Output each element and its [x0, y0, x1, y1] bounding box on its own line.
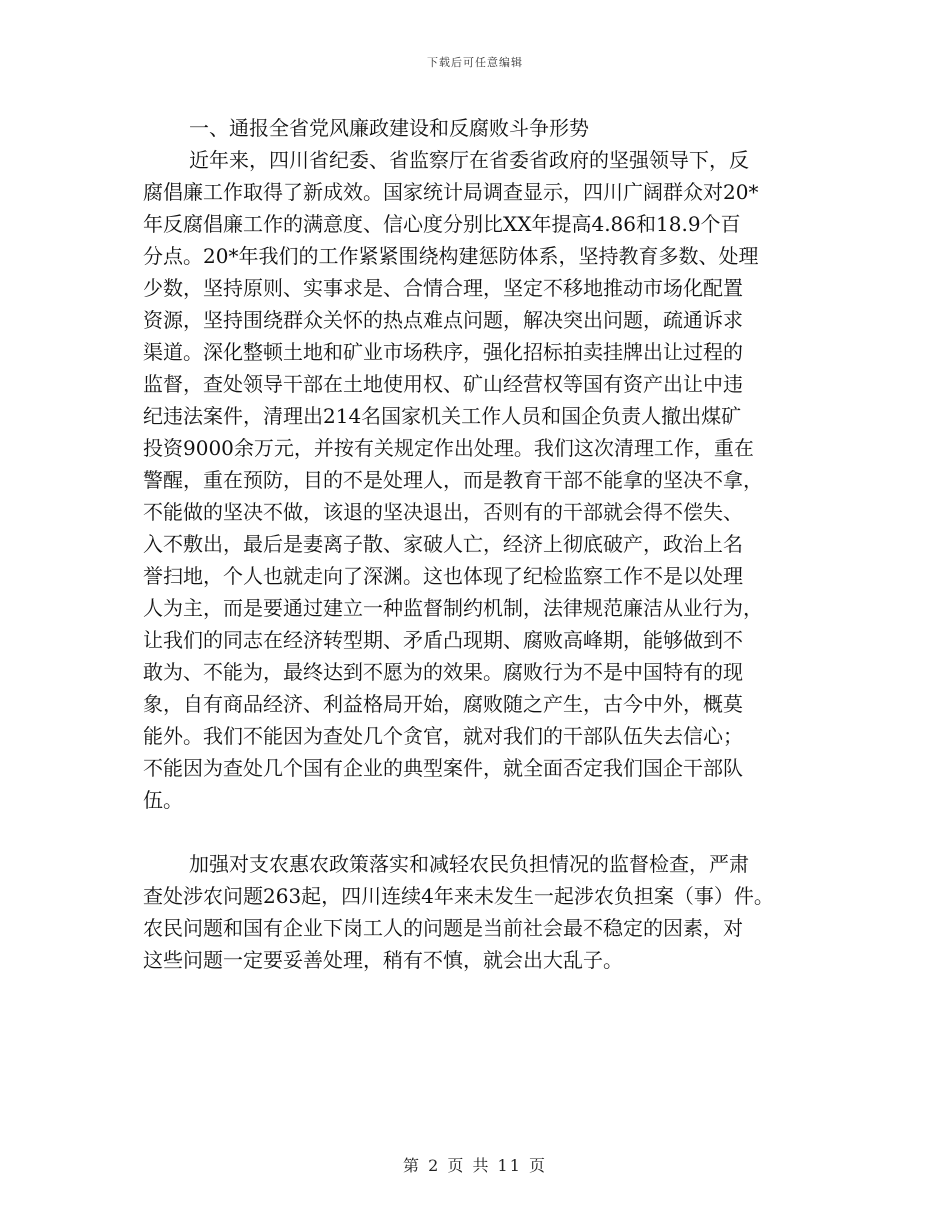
paragraph-line: 不能做的坚决不做，该退的坚决退出，否则有的干部就会得不偿失、 [143, 500, 743, 524]
paragraph-line: 誉扫地，个人也就走向了深渊。这也体现了纪检监察工作不是以处理 [143, 564, 743, 588]
header-note: 下载后可任意编辑 [427, 56, 523, 69]
paragraph-gap [143, 816, 833, 848]
paragraph-line: 敢为、不能为，最终达到不愿为的效果。腐败行为不是中国特有的现 [143, 660, 743, 684]
paragraph-line: 资源，坚持围绕群众关怀的热点难点问题，解决突出问题，疏通诉求 [143, 308, 743, 332]
paragraph-line: 监督，查处领导干部在土地使用权、矿山经营权等国有资产出让中违 [143, 372, 743, 396]
paragraph-line: 伍。 [143, 788, 183, 812]
paragraph-line: 腐倡廉工作取得了新成效。国家统计局调查显示，四川广阔群众对20* [143, 180, 759, 204]
paragraph-line: 农民问题和国有企业下岗工人的问题是当前社会最不稳定的因素，对 [143, 916, 743, 940]
paragraph-line: 入不敷出，最后是妻离子散、家破人亡，经济上彻底破产，政治上名 [143, 532, 743, 556]
paragraph-line: 年反腐倡廉工作的满意度、信心度分别比XX年提高4.86和18.9个百 [143, 212, 741, 236]
paragraph-line: 象，自有商品经济、利益格局开始，腐败随之产生，古今中外，概莫 [143, 692, 743, 716]
paragraph-line: 警醒，重在预防，目的不是处理人，而是教育干部不能拿的坚决不拿， [143, 468, 763, 492]
paragraph-line: 少数，坚持原则、实事求是、合情合理，坚定不移地推动市场化配置 [143, 276, 743, 300]
paragraph-line: 纪违法案件，清理出214名国家机关工作人员和国企负责人撤出煤矿 [143, 404, 742, 428]
paragraph-line: 能外。我们不能因为查处几个贪官，就对我们的干部队伍失去信心； [143, 724, 743, 748]
section-heading: 一、通报全省党风廉政建设和反腐败斗争形势 [189, 116, 589, 140]
paragraph-line: 这些问题一定要妥善处理，稍有不慎，就会出大乱子。 [143, 948, 623, 972]
paragraph-line: 近年来，四川省纪委、省监察厅在省委省政府的坚强领导下，反 [189, 148, 749, 172]
paragraph-line: 渠道。深化整顿土地和矿业市场秩序，强化招标拍卖挂牌出让过程的 [143, 340, 743, 364]
document-body [143, 112, 833, 976]
paragraph-line: 查处涉农问题263起，四川连续4年来未发生一起涉农负担案（事）件。 [143, 884, 774, 908]
paragraph-line: 让我们的同志在经济转型期、矛盾凸现期、腐败高峰期，能够做到不 [143, 628, 743, 652]
paragraph-line: 加强对支农惠农政策落实和减轻农民负担情况的监督检查，严肃 [189, 852, 749, 876]
page-footer: 第 2 页 共 11 页 [403, 1156, 547, 1175]
paragraph-line: 人为主，而是要通过建立一种监督制约机制，法律规范廉洁从业行为， [143, 596, 763, 620]
paragraph-line: 投资9000余万元，并按有关规定作出处理。我们这次清理工作，重在 [143, 436, 754, 460]
paragraph-line: 分点。20*年我们的工作紧紧围绕构建惩防体系，坚持教育多数、处理 [143, 244, 759, 268]
paragraph-line: 不能因为查处几个国有企业的典型案件，就全面否定我们国企干部队 [143, 756, 743, 780]
